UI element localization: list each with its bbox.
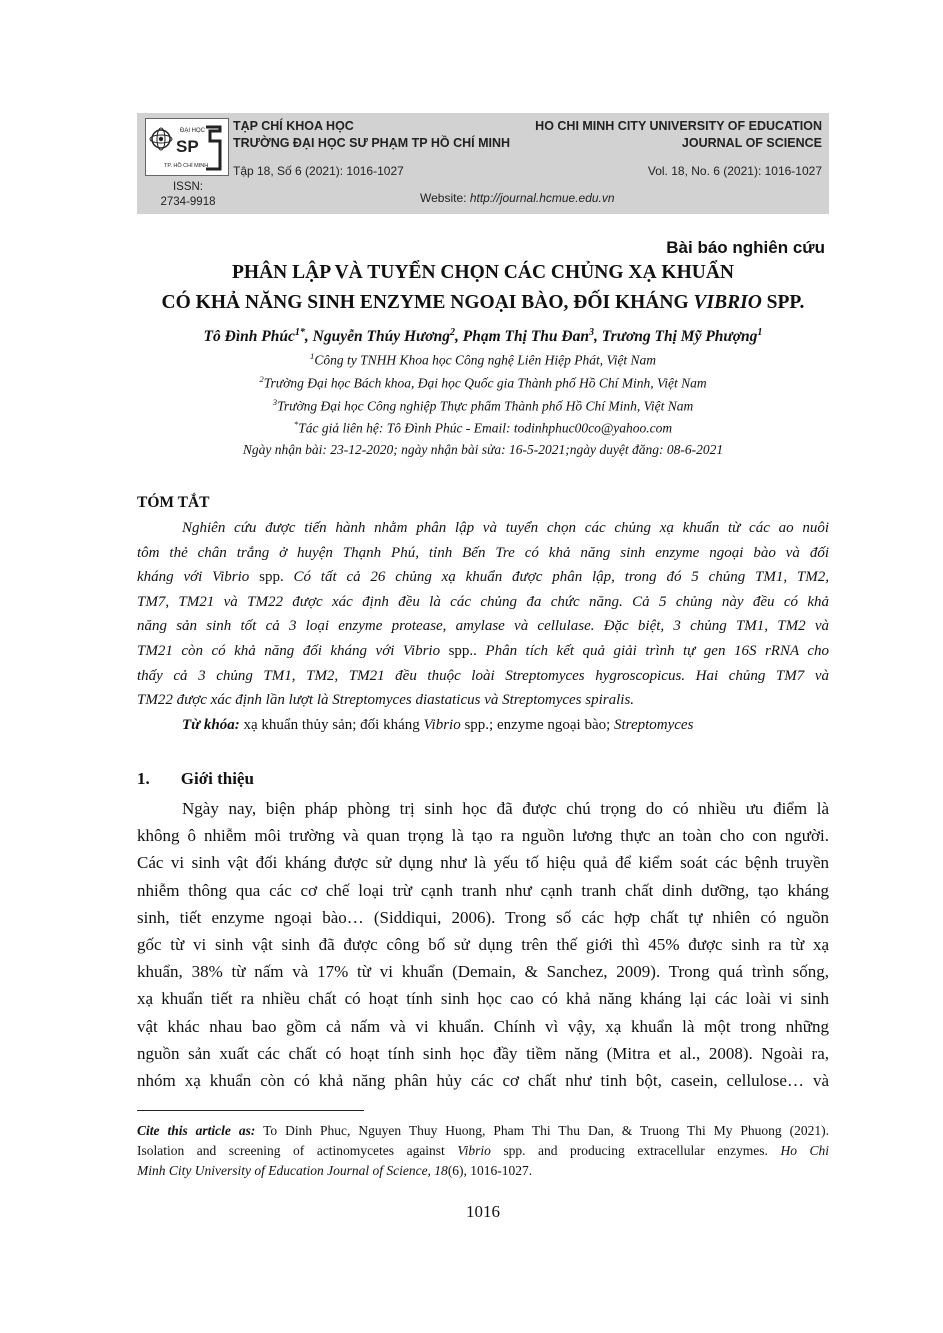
author-4: Trương Thị Mỹ Phượng$^1$ [601, 327, 763, 346]
title-line1: PHÂN LẬP VÀ TUYỂN CHỌN CÁC CHỦNG XẠ KHUẨN [232, 262, 734, 283]
abstract-line: Nghiên cứu được tiến hành nhằm phân lập và tuyển chọn các chủng xạ khuẩn từ các ao nuôi [182, 520, 829, 536]
corresponding-author: *Tác giả liên hệ: Tô Đình Phúc - Email: todinhphuc00co@yahoo.com [293, 419, 673, 436]
body-line: Các vi sinh vật đối kháng được sử dụng như là yếu tố hiệu quả để kiểm soát các bệnh truyền [137, 853, 829, 873]
footnote-rule [137, 1110, 364, 1111]
logo-top-text: ĐẠI HỌC [180, 128, 206, 134]
website-link[interactable]: http://journal.hcmue.edu.vn [469, 191, 615, 205]
keywords-label: Từ khóa: [182, 717, 240, 733]
journal-logo [145, 118, 229, 176]
body-line: sinh, tiết enzyme ngoại bào… (Siddiqui, 2006). Trong số các hợp chất tự nhiên có nguồn [137, 907, 829, 927]
title-line2-text: CÓ KHẢ NĂNG SINH ENZYME NGOẠI BÀO, ĐỐI KHÁNG [161, 292, 694, 313]
body-line: Ngày nay, biện pháp phòng trị sinh học đã được chú trọng do có nhiều ưu điểm là [182, 799, 829, 818]
journal-name-vn-line1: TẠP CHÍ KHOA HỌC [233, 119, 354, 133]
body-line: không ô nhiễm môi trường và quan trọng là tạo ra nguồn lương thực an toàn cho con người. [137, 826, 829, 846]
affiliation-3: $^3$Trường Đại học Công nghiệp Thực phẩm Thành phố Hồ Chí Minh, Việt Nam [272, 397, 694, 414]
abstract-line: kháng với Vibrio spp. Có tất cả 26 chủng xạ khuẩn được phân lập, trong đó 5 chủng TM1, TM2, [137, 569, 829, 586]
author-3: Phạm Thị Thu Đan$^3$, [462, 327, 602, 346]
issn-block [140, 180, 236, 210]
section-1-body [137, 795, 829, 1094]
body-line: xạ khuẩn tiết ra nhiều chất có hoạt tính sinh học cao có khả năng kháng lại các loài vi sinh [137, 989, 829, 1009]
citation-footnote [137, 1121, 829, 1181]
section-number: 1. [137, 769, 150, 788]
keywords: Từ khóa: xạ khuẩn thủy sản; đối kháng Vibrio spp.; enzyme ngoại bào; Streptomyces [182, 717, 694, 733]
issn-value: 2734-9918 [160, 196, 216, 208]
journal-name-en-line2: JOURNAL OF SCIENCE [681, 136, 822, 150]
website-label: Website: [420, 191, 467, 205]
author-2: Nguyễn Thúy Hương$^2$, [312, 327, 463, 346]
body-line: nguồn sản xuất các chất có hoạt tính sinh học đầy tiềm năng (Mitra et al., 2008). Ngoài ra, [137, 1043, 829, 1063]
body-line: gốc từ vi sinh vật sinh đã được công bố sử dụng trên thế giới thì 45% được sinh ra từ xạ [137, 934, 829, 954]
abstract-line: thấy cả 3 chủng TM1, TM2, TM21 đều thuộc loài Streptomyces hygroscopicus. Hai chủng TM7 và [137, 667, 829, 684]
title-vibrio: VIBRIO [693, 292, 762, 313]
abstract-line: TM7, TM21 và TM22 được xác định đều là các chủng đa chức năng. Cả 5 chủng này đều có khả [137, 593, 829, 610]
logo-graphic [146, 119, 230, 177]
section-1-heading [137, 769, 254, 789]
abstract-line: TM22 được xác định lần lượt là Streptomyces diastaticus và Streptomyces spiralis. [137, 692, 635, 709]
logo-sp-text: SP [176, 137, 199, 156]
article-type: Bài báo nghiên cứu [666, 238, 825, 257]
journal-name-en-line1: HO CHI MINH CITY UNIVERSITY OF EDUCATION [535, 119, 822, 133]
body-line: khuẩn, 38% từ nấm và 17% từ vi khuẩn (Demain, & Sanchez, 2009). Trong quá trình sống, [137, 962, 829, 982]
issn-label: ISSN: [172, 181, 204, 193]
affiliation-1: $^1$Công ty TNHH Khoa học Công nghệ Liên Hiệp Phát, Việt Nam [309, 351, 657, 368]
journal-name-vn-line2: TRƯỜNG ĐẠI HỌC SƯ PHẠM TP HỒ CHÍ MINH [233, 136, 511, 150]
body-line: nhóm xạ khuẩn còn có khả năng phân hủy các cơ chất như tinh bột, casein, cellulose… và [137, 1070, 829, 1090]
abstract-line: TM21 còn có khả năng đối kháng với Vibrio spp.. Phân tích kết quả giải trình tự gen 16S rRNA cho [137, 642, 829, 659]
cite-label: Cite this article as: [137, 1123, 256, 1138]
affiliation-2: $^2$Trường Đại học Bách khoa, Đại học Quốc gia Thành phố Hồ Chí Minh, Việt Nam [259, 374, 707, 391]
title-spp: SPP. [761, 292, 805, 313]
body-line: vật khác nhau bao gồm cả nấm và vi khuẩn. Chính vì vậy, xạ khuẩn là một trong những [137, 1016, 829, 1036]
article-dates: Ngày nhận bài: 23-12-2020; ngày nhận bài sửa: 16-5-2021;ngày duyệt đăng: 08-6-2021 [242, 442, 724, 457]
abstract-heading: TÓM TẮT [137, 494, 210, 511]
title-line2 [137, 292, 829, 314]
footnote-line: Cite this article as: To Dinh Phuc, Nguyen Thuy Huong, Pham Thi Thu Dan, & Truong Thi My Phuong (2021). [137, 1123, 829, 1138]
author-1: Tô Đình Phúc$^{1*}$, [203, 327, 313, 346]
abstract-line: tôm thẻ chân trắng ở huyện Thạnh Phú, tỉnh Bến Tre có khả năng sinh enzyme ngoại bào và đối [137, 544, 829, 561]
volume-vn: Tập 18, Số 6 (2021): 1016-1027 [233, 164, 404, 178]
section-title: Giới thiệu [180, 769, 254, 788]
abstract-line: năng sản sinh tốt cả 3 loại enzyme protease, amylase và cellulase. Đặc biệt, 3 chủng TM1, TM2 và [137, 618, 829, 635]
footnote-line: Isolation and screening of actinomycetes against Vibrio spp. and producing extracellular enzymes. Ho Chi [137, 1143, 829, 1158]
page-number: 1016 [466, 1202, 500, 1221]
logo-bottom-text: TP. HỒ CHÍ MINH [164, 163, 209, 169]
footnote-line: Minh City University of Education Journal of Science, 18(6), 1016-1027. [137, 1163, 533, 1178]
abstract-body [137, 516, 829, 713]
author-list [137, 327, 829, 346]
volume-en: Vol. 18, No. 6 (2021): 1016-1027 [647, 164, 822, 178]
body-line: nhiễm thông qua các cơ chế loại trừ cạnh tranh như cạnh tranh chất dinh dưỡng, tạo kháng [137, 880, 829, 900]
website-line [420, 191, 615, 205]
